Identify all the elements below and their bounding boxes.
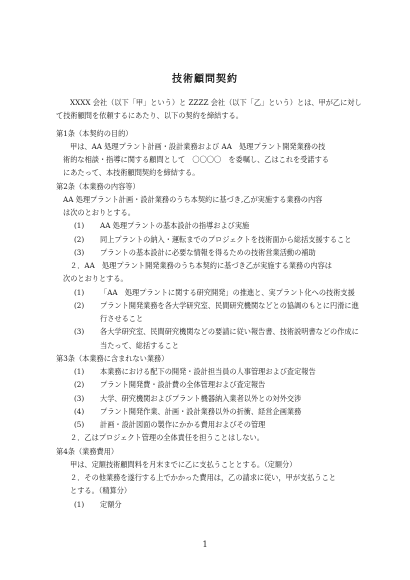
list-item-number: (1)	[74, 367, 85, 376]
list-item	[56, 286, 362, 299]
list-item-number: (3)	[74, 247, 85, 257]
list-item-text: AA 処理プラントの基本設計の指導および実施	[100, 221, 250, 231]
list-item	[56, 378, 362, 391]
article-2-para2-line-2: 次のとおりとする。	[63, 274, 128, 284]
article-3-heading: 第3条（本業務に含まれない業務）	[56, 353, 169, 363]
article-4-para2-line-1: ２．その他業務を遂行する上でかかった費用は，乙の請求に従い，甲が支払うこと	[70, 473, 336, 482]
list-item-text: 計画・設計図面の製作にかかる費用およびその管理	[100, 420, 266, 429]
list-item-text: 大学、研究機関およびプラント機器納入業者以外との対外交渉	[100, 393, 302, 403]
list-item-text: 本業務における配下の開発・設計担当員の人事管理および査定報告	[100, 367, 316, 376]
list-item-number: (4)	[74, 406, 85, 416]
list-item-text: 各大学研究室、民間研究機関などの要請に従い報告書、技術説明書などの作成に当たって、総括すること	[100, 327, 359, 350]
list-item-number: (1)	[74, 221, 85, 231]
list-item-number: (1)	[74, 287, 85, 297]
list-item-text: プラント開発業務を各大学研究室、民間研究機関などとの協調のもとに円滑に進行させること	[100, 300, 359, 323]
article-3-para2: ２．乙はプロジェクト管理の全体責任を担うことはしない。	[70, 433, 264, 443]
list-item	[56, 392, 362, 405]
list-item-number: (2)	[74, 380, 85, 390]
list-item-text: プラント開発作業、計画・設計業務以外の折衝、経営企画業務	[100, 406, 302, 416]
list-item-number: (3)	[74, 393, 85, 403]
list-item-text: 「AA 処理プラントに関する研究開発」の推進と、実プラント化への技術支援	[100, 287, 355, 297]
article-4-line-1: 甲は、定額技術顧問料を月末までに乙に支払うこととする。（定額分）	[70, 459, 297, 469]
list-item-number: (1)	[74, 499, 85, 509]
list-item-number: (2)	[74, 300, 85, 310]
list-item-number: (5)	[74, 420, 85, 429]
article-2-heading: 第2条（本業務の内容等）	[56, 181, 140, 191]
article-2-line-1: AA 処理プラント計画・設計業務のうち本契約に基づき,乙が実施する業務の内容	[63, 194, 323, 204]
article-1-heading: 第1条（本契約の目的）	[56, 128, 133, 138]
list-item-text: 定額分	[100, 499, 122, 509]
list-item-number: (3)	[74, 327, 85, 337]
list-item	[56, 405, 362, 418]
list-item	[56, 365, 362, 378]
article-1-line-3: にあたって、本技術顧問契約を締結する。	[63, 168, 200, 178]
list-item	[56, 233, 362, 246]
list-item	[56, 418, 362, 431]
list-item	[56, 246, 362, 259]
article-4-para2-line-2: とする。（精算分）	[70, 486, 132, 496]
list-item	[56, 325, 362, 352]
page-number: 1	[202, 540, 208, 549]
list-item	[56, 299, 362, 326]
article-1-line-1: 甲は、AA 処理プラント計画・設計業務および AA 処理プラント開発業務の技	[70, 141, 326, 151]
list-item-text: プラント開発費・設計費の全体管理および査定報告	[100, 380, 266, 390]
intro-line-2: て技術顧問を依頼するにあたり、以下の契約を締結する。	[56, 111, 243, 121]
list-item-text: 同上プラントの納入・運転までのプロジェクトを技術面から総括支援すること	[100, 234, 352, 244]
list-item-text: プラントの基本設計に必要な情報を得るための技術営業活動の補助	[100, 247, 316, 257]
article-4-heading: 第4条（業務費用）	[56, 446, 119, 456]
document-title: 技術顧問契約	[172, 74, 238, 85]
intro-line-1: XXXX 会社（以下「甲」という）と ZZZZ 会社（以下「乙」という）とは、甲が乙に対し	[70, 98, 362, 107]
document-body	[56, 96, 362, 511]
article-2-line-2: は次のとおりとする。	[63, 208, 135, 217]
list-item-number: (2)	[74, 234, 85, 244]
list-item	[56, 219, 362, 232]
article-2-para2-line-1: ２．AA 処理プラント開発業務のうち本契約に基づき乙が実施する業務の内容は	[70, 261, 332, 270]
article-1-line-2: 術的な相談・指導に関する顧問として 〇〇〇〇 を委嘱し、乙はこれを受諾する	[63, 155, 329, 164]
list-item	[56, 498, 362, 511]
